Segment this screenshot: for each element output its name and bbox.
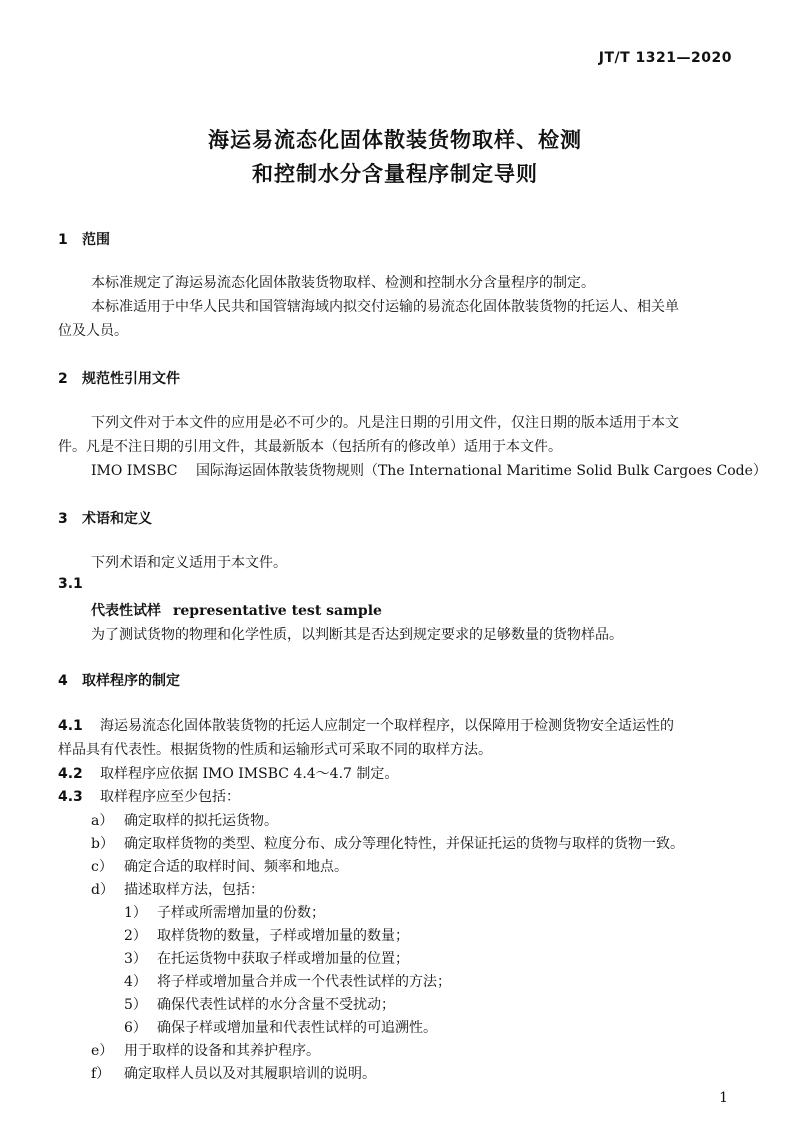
- list-item-label: b）: [91, 836, 114, 852]
- list-item-text: 确定合适的取样时间、频率和地点。: [124, 859, 348, 875]
- list-item-label: d）: [91, 882, 114, 898]
- clause-4-2-text: 取样程序应依据 IMO IMSBC 4.4～4.7 制定。: [100, 766, 399, 782]
- section-3-paragraph: 下列术语和定义适用于本文件。: [91, 555, 287, 571]
- term-definition: 为了测试货物的物理和化学性质，以判断其是否达到规定要求的足够数量的货物样品。: [91, 627, 623, 643]
- clause-4-3: [58, 786, 240, 806]
- list-item-f: [91, 1063, 376, 1083]
- reference-code: IMO IMSBC: [91, 463, 178, 479]
- list-item-text: 描述取样方法，包括：: [124, 882, 264, 898]
- list-item-label: f）: [91, 1066, 111, 1082]
- list-item-text: 确定取样的拟托运货物。: [124, 813, 278, 829]
- document-title-line-1: 海运易流态化固体散装货物取样、检测: [208, 128, 582, 152]
- section-number: 4: [58, 673, 68, 689]
- list-item-label: e）: [91, 1043, 114, 1059]
- section-1-paragraph-2-line-1: 本标准适用于中华人民共和国管辖海域内拟交付运输的易流态化固体散装货物的托运人、相关单: [91, 299, 679, 315]
- term-english: representative test sample: [173, 603, 382, 619]
- sub-item-text: 将子样或增加量合并成一个代表性试样的方法；: [157, 974, 451, 990]
- sub-item-5: [124, 994, 395, 1014]
- list-item-b: [91, 833, 684, 853]
- document-title-line-2: 和控制水分含量程序制定导则: [252, 162, 538, 186]
- sub-item-label: 6）: [124, 1020, 147, 1036]
- sub-item-text: 在托运货物中获取子样或增加量的位置；: [157, 951, 409, 967]
- section-title: 取样程序的制定: [82, 673, 180, 689]
- reference-title: 国际海运固体散装货物规则（The International Maritime Solid Bulk Cargoes Code）: [195, 463, 767, 479]
- sub-item-3: [124, 948, 409, 968]
- clause-4-1-text: 海运易流态化固体散装货物的托运人应制定一个取样程序，以保障用于检测货物安全适运性的: [100, 718, 674, 734]
- sub-item-label: 4）: [124, 974, 147, 990]
- section-number: 1: [58, 232, 68, 248]
- sub-item-text: 取样货物的数量，子样或增加量的数量；: [157, 928, 409, 944]
- list-item-d: [91, 879, 264, 899]
- list-item-text: 确定取样货物的类型、粒度分布、成分等理化特性，并保证托运的货物与取样的货物一致。: [124, 836, 684, 852]
- section-4-heading: [58, 670, 180, 690]
- clause-4-2: [58, 763, 398, 783]
- sub-item-text: 确保代表性试样的水分含量不受扰动；: [157, 997, 395, 1013]
- section-2-paragraph-line-1: 下列文件对于本文件的应用是必不可少的。凡是注日期的引用文件，仅注日期的版本适用于本文: [91, 415, 679, 431]
- term-entry: [91, 600, 382, 620]
- sub-item-label: 1）: [124, 905, 147, 921]
- sub-item-1: [124, 902, 325, 922]
- section-number: 2: [58, 371, 68, 387]
- section-1-paragraph-2-line-2: 位及人员。: [58, 323, 128, 339]
- section-title: 范围: [82, 232, 110, 248]
- clause-4-1-number: 4.1: [58, 718, 83, 734]
- sub-item-6: [124, 1017, 437, 1037]
- clause-4-2-number: 4.2: [58, 766, 83, 782]
- sub-item-label: 2）: [124, 928, 147, 944]
- list-item-text: 确定取样人员以及对其履职培训的说明。: [124, 1066, 376, 1082]
- section-2-paragraph-line-2: 件。凡是不注日期的引用文件，其最新版本（包括所有的修改单）适用于本文件。: [58, 439, 562, 455]
- section-title: 规范性引用文件: [82, 371, 180, 387]
- term-chinese: 代表性试样: [91, 603, 161, 619]
- clause-4-3-text: 取样程序应至少包括：: [100, 789, 240, 805]
- clause-4-1-line-2: 样品具有代表性。根据货物的性质和运输形式可采取不同的取样方法。: [58, 742, 492, 758]
- sub-item-text: 子样或所需增加量的份数；: [157, 905, 325, 921]
- section-1-paragraph-1: 本标准规定了海运易流态化固体散装货物取样、检测和控制水分含量程序的制定。: [91, 275, 595, 291]
- list-item-c: [91, 856, 348, 876]
- section-number: 3: [58, 511, 68, 527]
- sub-item-label: 5）: [124, 997, 147, 1013]
- clause-3-1-number: 3.1: [58, 576, 83, 592]
- standard-number: JT/T 1321—2020: [598, 50, 732, 66]
- list-item-a: [91, 810, 278, 830]
- section-title: 术语和定义: [82, 511, 152, 527]
- normative-reference: [91, 460, 767, 480]
- section-2-heading: [58, 368, 180, 388]
- section-3-heading: [58, 508, 152, 528]
- sub-item-text: 确保子样或增加量和代表性试样的可追溯性。: [157, 1020, 437, 1036]
- list-item-label: c）: [91, 859, 113, 875]
- list-item-e: [91, 1040, 320, 1060]
- clause-4-1-line-1: [58, 715, 674, 735]
- sub-item-2: [124, 925, 409, 945]
- section-1-heading: [58, 229, 110, 249]
- page-number: 1: [719, 1090, 728, 1106]
- clause-4-3-number: 4.3: [58, 789, 83, 805]
- sub-item-4: [124, 971, 451, 991]
- sub-item-label: 3）: [124, 951, 147, 967]
- list-item-text: 用于取样的设备和其养护程序。: [124, 1043, 320, 1059]
- list-item-label: a）: [91, 813, 114, 829]
